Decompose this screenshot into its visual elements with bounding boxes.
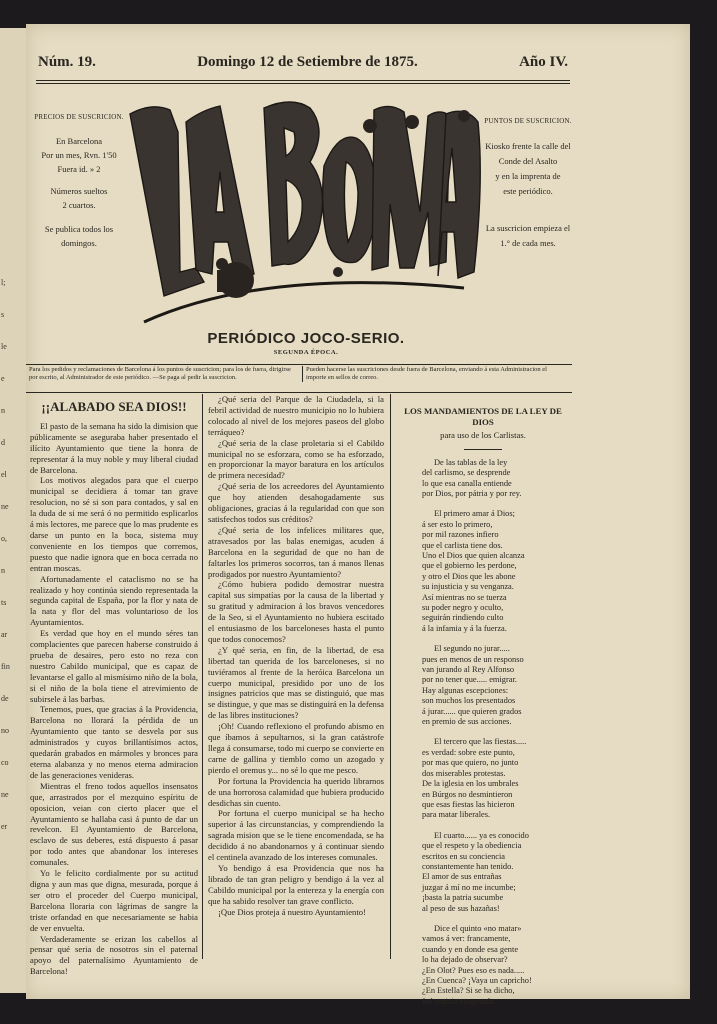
previous-page-fragment: l;	[1, 278, 6, 287]
poem-line: De la iglesia en los umbrales	[422, 779, 519, 789]
prices-month: Por un mes, Rvn. 1'50	[41, 150, 117, 160]
loose-issues-price: 2 cuartos.	[62, 200, 96, 210]
article-paragraph: Mientras el freno todos aquellos insensatos que, arrastrados por el mezquino espíritu de oposicion, veian con cierto placer que el Ayuntamiento se hallaba casi á punto de dar un revelcon. El Ayuntamiento de Barcelona, esclavo de sus deberes, está dispuesto á pasar por todo antes que abandonar los intereses comunales.	[30, 780, 198, 868]
masthead-info-line	[38, 54, 568, 71]
article-paragraph: El pasto de la semana ha sido la dimision que públicamente se aseguraba haber presentado el ilícito Ayuntamiento que tiene la honra de representar á la muy noble y muy liberal ciudad de Barcelona.	[30, 420, 198, 475]
issue-date: Domingo 12 de Setiembre de 1875.	[197, 54, 418, 70]
poem-stanza	[422, 924, 572, 1007]
points-line-4: este periódico.	[503, 186, 553, 196]
article-paragraph: Tenemos, pues, que gracias á la Providencia, Barcelona no llorará la pérdida de un Ayuntamiento que tanto se desvela por sus administrados y cuyos brillantísimos actos, quedarán grabados en mármoles y bronces para eterna alabanza y no menos eterna admiracion de las generaciones venideras.	[30, 704, 198, 780]
publication-days-2: domingos.	[61, 238, 97, 248]
previous-page-fragment: ar	[1, 630, 8, 639]
previous-page-fragment: n	[1, 566, 5, 575]
poem-line: es verdad: sobre este punto,	[422, 747, 515, 757]
poem-line: en premio de sus acciones.	[422, 717, 512, 727]
previous-page-fragment: de	[1, 694, 9, 703]
poem-line: Hay algunas escepciones:	[422, 685, 509, 695]
previous-page-fragment: o,	[1, 534, 7, 543]
previous-page-fragment: ts	[1, 598, 7, 607]
poem-line: lo que esa canalla entiende	[422, 478, 512, 488]
column-1	[30, 396, 198, 977]
subscription-prices	[30, 110, 128, 250]
prices-heading: PRECIOS DE SUSCRICION.	[34, 113, 124, 121]
poem-line: El tercero que las fiestas.....	[434, 737, 527, 747]
poem-line: cuando y en donde esa gente	[422, 944, 519, 954]
article-body	[30, 421, 198, 977]
poem-stanza	[422, 458, 572, 500]
column-rule-2	[390, 394, 391, 959]
points-line-6: 1.° de cada mes.	[500, 238, 556, 248]
poem-line: por mas que quiero, no junto	[422, 758, 519, 768]
article-paragraph: ¡Oh! Cuando reflexiono el profundo abismo en que íbamos á sepultarnos, si la gran catástrofe llega á consumarse, todo mi cuerpo se convierte en carne de gallina y tiemblo como un azogado y pierdo el oremus y... no sé lo que me pesco.	[208, 721, 384, 775]
poem-line: á jurar...... que quieren grados	[422, 706, 522, 716]
previous-page-fragment: ne	[1, 502, 9, 511]
poem-line: vamos á ver: francamente,	[422, 934, 511, 944]
poem-line: por Dios, por pátria y por rey.	[422, 488, 522, 498]
points-heading: PUNTOS DE SUSCRICION.	[484, 117, 572, 125]
previous-page-fragment: ne	[1, 790, 9, 799]
poem-line: Uno el Dios que quien alcanza	[422, 550, 525, 560]
article-paragraph: Yo bendigo á esa Providencia que nos ha librado de tan gran peligro y bendigo á la vez al Cabildo municipal por la entereza y la energía con que ha sabido resolver tan grave conflicto.	[208, 862, 384, 906]
la-bomba-logo	[124, 92, 484, 337]
previous-page-fragment: e	[1, 374, 5, 383]
previous-page-fragment: fin	[1, 662, 10, 671]
poem-line: por no tener que..... emigrar.	[422, 675, 517, 685]
epoch-label: SEGUNDA ÉPOCA.	[273, 349, 339, 356]
poem-line: El amor de sus entrañas	[422, 872, 502, 882]
poem-line: Dice el quinto «no matar»	[434, 923, 522, 933]
poem-subtitle: para uso de los Carlistas.	[440, 429, 526, 440]
poem-stanza	[422, 737, 572, 820]
poem-line: van jurando al Rey Alfonso	[422, 665, 515, 675]
article-paragraph: ¿Qué seria de los acreedores del Ayuntamiento que hoy atienden desahogadamente sus obligaciones, gracias á la regularidad con que son satisfechos todos sus créditos?	[208, 481, 384, 524]
subtitle: PERIÓDICO JOCO-SERIO.	[207, 330, 405, 347]
poem-line: De las tablas de la ley	[434, 457, 508, 467]
article-paragraph: Verdaderamente se erizan los cabellos al pensar qué seria de nosotros sin el paternal apoyo del paternalísimo Ayuntamiento de Barcelona!	[30, 933, 198, 977]
poem-line: son muchos los presentados	[422, 696, 516, 706]
poem-stanza	[422, 831, 572, 914]
article-paragraph: ¿Qué seria de los infelices militares que, atravesados por las balas enemigas, acuden á Barcelona en la seguridad de que no han de faltarles los primeros socorros, tan á manos llenas prodigados por nuestro Ayuntamiento?	[208, 524, 384, 579]
notes-rule-top	[26, 364, 572, 365]
poem-stanza	[422, 509, 572, 634]
points-line-5: La suscricion empieza el	[485, 223, 571, 233]
points-line-3: y en la imprenta de	[495, 171, 561, 181]
poem-line: para matar liberales.	[422, 810, 491, 820]
poem-line: El cuarto...... ya es conocido	[434, 830, 529, 840]
article-paragraph: ¿Qué seria de la clase proletaria si el Cabildo municipal no se esforzara, como se ha esforzado, en proporcionar la mayor baratura en los artículos de primera necesidad?	[208, 437, 384, 481]
article-paragraph: Los motivos alegados para que el cuerpo municipal se decidiera á tomar tan grave resolucion, no sé si son para contados, y sal en la duda de si me será ó no permitido esplicarlos á mis lectores, me parece que lo mas prudente es darse un punto en la boca, sistema muy conveniente en los tiempos que corremos, puesto que nadie ignora que en boca cerrada no entran moscas.	[30, 475, 198, 573]
article-paragraph: Afortunadamente el cataclismo no se ha realizado y hoy continúa siendo representada la segunda capital de España, por la flor y nata de la nata y flor del mas voluntarioso de los Ayuntamientos.	[30, 573, 198, 628]
article-paragraph: Es verdad que hoy en el mundo séres tan complacientes que parecen haberse construido á prueba de desaires, pero esto no reza con nuestro Cabildo municipal, que es capaz de levantarse el gallo al mismísimo niño de la bola, si el niño de la bola tiene el atrevimiento de subirsele á las barbas.	[30, 628, 198, 704]
article-body-continued	[208, 394, 384, 918]
poem-line: ¿En Cuenca? ¡Vaya un capricho!	[422, 976, 532, 985]
previous-page-fragment: s	[1, 310, 5, 319]
poem-line: fué noticia exagerada.	[422, 996, 496, 1006]
prices-outside: Fuera id. » 2	[57, 164, 101, 174]
issue-year: Año IV.	[519, 54, 568, 70]
poem-line: que el gobierno les perdone,	[422, 561, 517, 571]
previous-page-fragment: le	[1, 342, 7, 351]
poem-line: ¿En Olot? Pues eso es nada.....	[422, 965, 525, 975]
poem-line: constantemente han tenido.	[422, 861, 514, 871]
poem-line: seguirán rindiendo culto	[422, 613, 504, 623]
prices-city: En Barcelona	[55, 136, 103, 146]
subscription-notes	[26, 366, 572, 382]
poem-rule	[464, 449, 502, 450]
masthead-rule-bottom	[36, 83, 570, 84]
loose-issues: Números sueltos	[50, 186, 108, 196]
poem-line: su injusticia y su venganza.	[422, 582, 514, 592]
note-left: Para los pedidos y reclamaciones de Barcelona á los puntos de suscricion; para los de fuera, dirigirse por escrito, al Administrador de este periódico. —Se paga al pedir la suscricion.	[29, 366, 291, 381]
poem-line: lo ha dejado de observar?	[422, 955, 508, 965]
points-line-1: Kiosko frente la calle del	[485, 141, 571, 151]
poem-line: Así mientras no se tuerza	[422, 592, 507, 602]
points-line-2: Conde del Asalto	[498, 156, 558, 166]
poem-body	[394, 458, 572, 1008]
masthead-rule-top	[36, 80, 570, 81]
article-paragraph: ¿Qué seria del Parque de la Ciudadela, si la febril actividad de nuestro municipio no lo hubiera colocado al nivel de los mejores paseos del globo terráqueo?	[208, 394, 384, 437]
newspaper-page	[26, 24, 690, 1006]
poem-line: juzgar á mí no me incumbe;	[422, 882, 516, 892]
previous-page-fragment: er	[1, 822, 8, 831]
publication-days: Se publica todos los	[44, 224, 114, 234]
article-paragraph: Por fortuna el cuerpo municipal se ha hecho superior á las circunstancias, y comprendiendo la sagrada mision que se le tiene encomendada, se ha decidido á no abandonarnos y á continuar siendo el centinela avanzado de los intereses comunales.	[208, 808, 384, 863]
article-paragraph: ¿Y qué seria, en fin, de la libertad, de esa libertad tan querida de los barceloneses, si no tuviéramos al frente de la heróica Barcelona un cuerpo municipal, presidido por uno de los insignes patricios que mas se distinguió, que mas se distingue, y que mas se distinguirá en la defensa de las libres instituciones?	[208, 644, 384, 721]
poem-line: del carlismo, se desprende	[422, 468, 511, 478]
poem-line: á la infamia y á la fuerza.	[422, 623, 507, 633]
notes-rule-bottom	[26, 392, 572, 393]
poem-line: su poder negro y oculto,	[422, 603, 504, 612]
poem-line: que el carlista tiene dos.	[422, 540, 503, 550]
poem-line: al peso de sus hazañas!	[422, 903, 500, 913]
column-rule-1	[202, 394, 203, 959]
previous-page-edge	[0, 28, 26, 993]
issue-number: Núm. 19.	[38, 54, 96, 70]
column-2	[208, 394, 384, 918]
note-right: Pueden hacerse las suscriciones desde fuera de Barcelona, enviando á esta Administracion el importe en sellos de correo.	[302, 366, 569, 382]
previous-page-fragment: el	[1, 470, 7, 479]
article-paragraph: ¿Cómo hubiera podido demostrar nuestra capital sus simpatías por la causa de la libertad y su gratitud y admiracion á los bravos vencedores de la Seo, si el Ayuntamiento no hubiera escitado el entusiasmo de los barceloneses hasta el punto que todos conocemos?	[208, 579, 384, 644]
article-paragraph: Yo le felicito cordialmente por su actitud digna y aun mas que digna, mesurada, porque á ser otro el proceder del Cuerpo municipal, Barcelona lloraria con lágrimas de sangre la triste orfandad en que necesariamente se habia de ver envuelta.	[30, 868, 198, 933]
article-paragraph: Por fortuna la Providencia ha querido librarnos de una horrorosa calamidad que hubiera producido desdichas sin cuento.	[208, 775, 384, 808]
poem-line: á ser esto lo primero,	[422, 519, 493, 529]
previous-page-fragment: co	[1, 758, 9, 767]
poem-line: que esas fiestas las hicieron	[422, 799, 515, 809]
poem-line: ¡basta la patria sucumbe	[422, 893, 504, 903]
poem-line: ¿En Estella? Si se ha dicho,	[422, 986, 515, 996]
previous-page-fragment: no	[1, 726, 9, 735]
poem-line: en Búrgos no desmintieron	[422, 789, 513, 799]
poem-title: LOS MANDAMIENTOS DE LA LEY DE DIOS	[404, 406, 562, 427]
previous-page-fragment: n	[1, 406, 5, 415]
article-paragraph: ¡Que Dios proteja á nuestro Ayuntamiento!	[218, 906, 366, 917]
poem-line: por mil razones infiero	[422, 530, 499, 540]
poem-line: y otro el Dios que les abone	[422, 571, 516, 581]
poem-line: El primero amar á Dios;	[434, 509, 515, 519]
poem-line: dos miserables protestas.	[422, 768, 506, 778]
previous-page-fragment: d	[1, 438, 5, 447]
subscription-points	[478, 114, 578, 251]
poem-line: El segundo no jurar.....	[434, 644, 510, 654]
poem-stanza	[422, 644, 572, 727]
poem-line: pues en menos de un responso	[422, 654, 524, 664]
column-3	[394, 396, 572, 1017]
article-title: ¡¡ALABADO SEA DIOS!!	[41, 399, 187, 414]
poem-line: escritos en su conciencia	[422, 851, 506, 861]
poem-line: que el respeto y la obediencia	[422, 841, 522, 851]
